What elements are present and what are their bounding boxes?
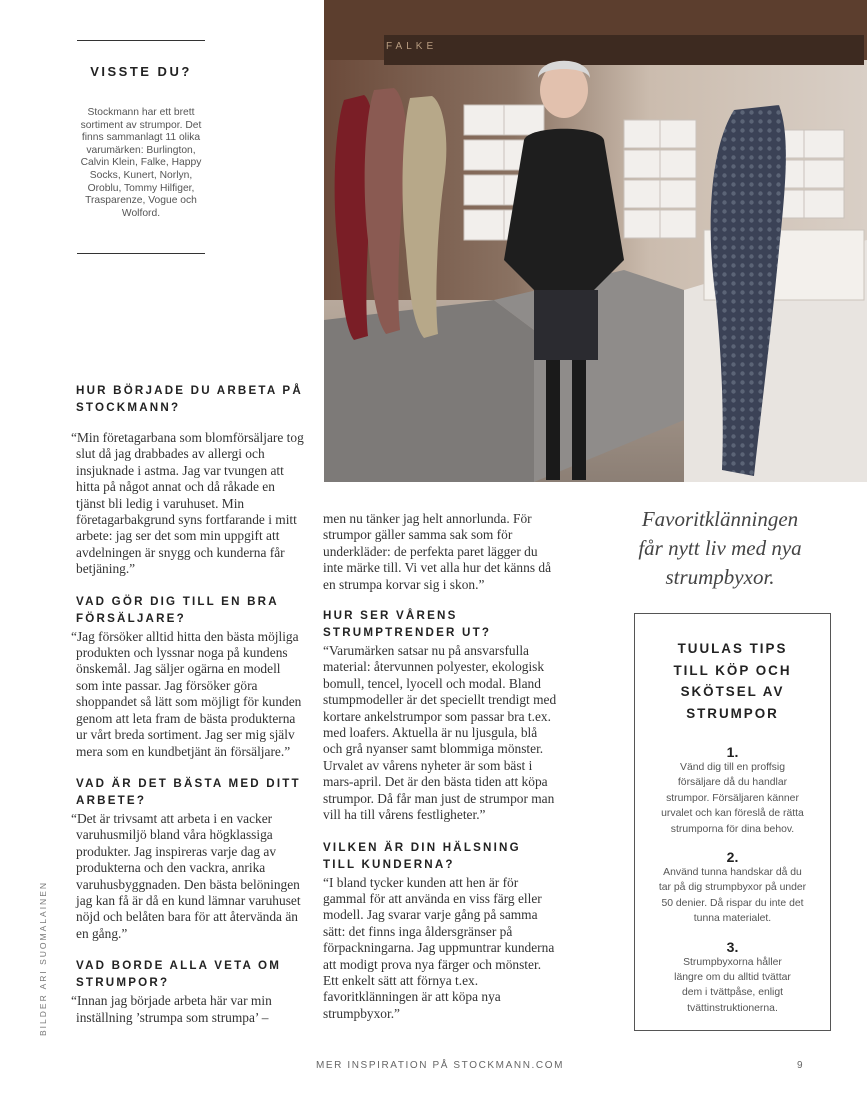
sidebar-text: Stockmann har ett brett sortiment av strumpor. Det finns sammanlagt 11 olika varumärken: Burlington, Calvin Klein, Falke, Happy Socks, Kunert, Norlyn, Oroblu, Tommy Hilfiger, Trasparenze, Vogue och Wolford. — [80, 107, 202, 219]
sidebar-bottom-rule — [77, 253, 205, 254]
question-heading: VILKEN ÄR DIN HÄLSNING TILL KUNDERNA? — [323, 840, 521, 871]
tip-text: Strumpbyxorna håller längre om du alltid tvättar dem i tvättpåse, enligt tvättinstruktionerna. — [674, 956, 791, 1014]
tips-box — [634, 613, 831, 1031]
article-column-2 — [323, 511, 559, 1022]
answer-text: “Varumärken satsar nu på ansvarsfulla material: återvunnen polyester, ekologisk bomull, tencel, lyocell och modal. Bland stumpmodeller är det speciellt trendigt med kortare ankelstrumpor som passar bra t.ex. med loafers. Aktuella är nu ljusgula, blå och grå nyanser samt blommiga mönster. Urvalet av vårens nyheter är som bäst i mars-april. Det är den bästa tiden att köpa strumpor. Då får man just de strumpor man vill ha till vårens festligheter.” — [323, 643, 557, 823]
pull-quote: Favoritklänningen får nytt liv med nya strumpbyxor. — [638, 507, 802, 589]
tip-text: Använd tunna handskar då du tar på dig strumpbyxor på under 50 denier. Då rispar du inte det tunna materialet. — [658, 867, 807, 925]
question-heading: HUR BÖRJADE DU ARBETA PÅ STOCKMANN? — [76, 384, 303, 414]
answer-text: “Innan jag började arbeta här var min inställning ’strumpa som strumpa’ – — [71, 993, 272, 1025]
question-heading: VAD ÄR DET BÄSTA MED DITT ARBETE? — [76, 776, 301, 807]
question-heading: HUR SER VÅRENS STRUMPTRENDER UT? — [323, 609, 492, 640]
store-sign-text: FALKE — [386, 41, 438, 52]
question-heading: VAD GÖR DIG TILL EN BRA FÖRSÄLJARE? — [76, 594, 279, 625]
answer-text: “Det är trivsamt att arbeta i en vacker varuhusmiljö bland våra högklassiga produkter. Jag inspireras varje dag av produkterna och den vackra, anrika varuhusbyggnaden. Den bästa belöningen jag kan få är då en kund lämnar varuhuset nöjd och belåten bara för att återvända än en gång.” — [71, 810, 301, 941]
answer-text: “Min företagarbana som blomförsäljare tog slut då jag drabbades av allergi och insjuknade i astma. Jag var tvungen att hitta på något annat och då råkade en tjänst bli ledig i varuhuset. Min företagarbakgrund syns fortfarande i mitt arbete: jag ser det som min uppgift att avdelningen är snygg och kunderna får betjäning.” — [71, 430, 304, 577]
answer-text: men nu tänker jag helt annorlunda. För strumpor gäller samma sak som för underkläder: de perfekta paret lägger du inte märke till. Vi vet alla hur det känns då en strumpa korvar sig i skon.” — [323, 511, 552, 592]
answer-text: “Jag försöker alltid hitta den bästa möjliga produkten och lyssnar noga på kundens önskemål. Jag säljer ogärna en modell som inte passar. Jag försöker göra shoppandet så lätt som möjligt för kunden genom att leta fram de bästa produkterna ur vårt breda sortiment. Jag ser mig själv mera som en kundbetjänt än försäljare.” — [71, 628, 302, 759]
question-heading: VAD BORDE ALLA VETA OM STRUMPOR? — [76, 959, 282, 990]
store-photo — [324, 0, 867, 482]
tip-number: 3. — [726, 938, 739, 955]
footer-link[interactable]: MER INSPIRATION PÅ STOCKMANN.COM — [315, 1060, 565, 1071]
sidebar-title: VISSTE DU? — [90, 64, 192, 79]
sidebar-top-rule — [77, 40, 205, 41]
photo-credit: BILDER ARI SUOMALAINEN — [38, 880, 48, 1036]
tip-number: 2. — [726, 849, 739, 866]
answer-text: “I bland tycker kunden att hen är för gammal för att använda en viss färg eller modell. Jag svarar varje gång på samma sätt: det finns inga åldersgränser på förpackningarna. Jag uppmuntrar kunderna att modigt prova nya färger och mönster. Ett enkelt sätt att förnya t.ex. favoritklänningen är att köpa nya strumpbyxor.” — [323, 874, 555, 1021]
tip-text: Vänd dig till en proffsig försäljare då du handlar strumpor. Försäljaren känner urvalet och kan föreslå de rätta strumporna för dina behov. — [661, 762, 804, 835]
tip-number: 1. — [726, 744, 739, 760]
page-number: 9 — [797, 1060, 803, 1071]
tips-title: TUULAS TIPS TILL KÖP OCH SKÖTSEL AV STRUMPOR — [673, 641, 792, 721]
article-column-1 — [71, 382, 304, 1026]
